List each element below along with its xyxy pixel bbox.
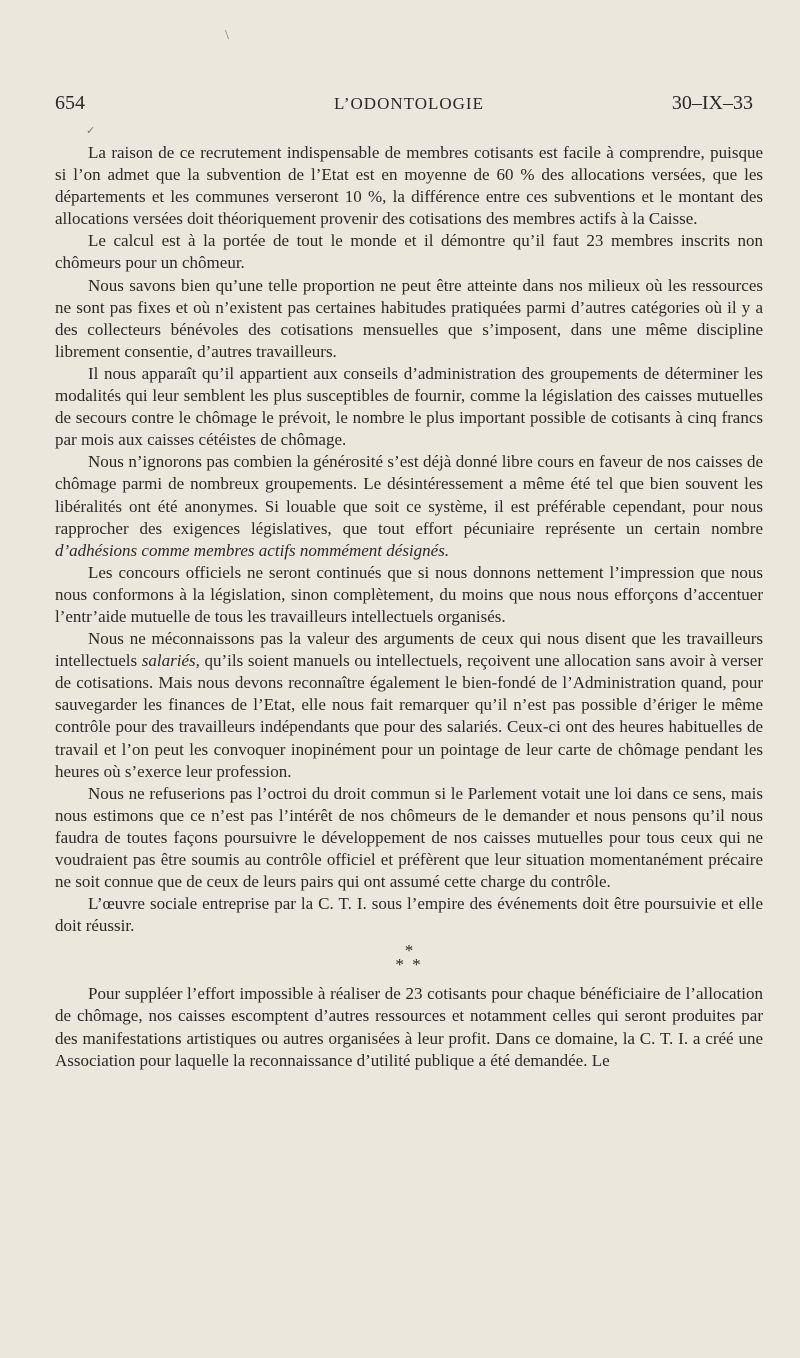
page-number: 654	[55, 92, 85, 114]
stray-mark-small: ✓	[86, 125, 96, 137]
paragraph: L’œuvre sociale entreprise par la C. T. I. sous l’empire des événements doit être poursuivie et elle doit réussir.	[55, 894, 763, 936]
italic-word: salariés,	[141, 651, 200, 671]
running-header	[55, 92, 763, 122]
paragraph: Nous savons bien qu’une telle proportion ne peut être atteinte dans nos milieux où les ressources ne sont pas fixes et où n’existent pas certaines habitudes pratiquées parmi d’autres catégories où il y a des collecteurs bénévoles des cotisations mensuelles que s’imposent, dans une même discipline librement consentie, d’autres travailleurs.	[55, 275, 763, 361]
journal-title: L’ODONTOLOGIE	[334, 94, 484, 113]
paragraph	[55, 628, 763, 783]
asterism-separator	[55, 941, 763, 979]
paragraph: Pour suppléer l’effort impossible à réaliser de 23 cotisants pour chaque bénéficiaire de l’allocation de chômage, nos caisses escomptent d’autres ressources et notamment celles qui seront produites par des manifestations artistiques ou autres organisées à leur profit. Dans ce domaine, la C. T. I. a créé une Association pour laquelle la reconnaissance d’utilité publique a été demandée. Le	[55, 984, 763, 1070]
article-body	[55, 142, 763, 1072]
issue-date: 30–IX–33	[671, 92, 753, 114]
paragraph: La raison de ce recrutement indispensable de membres cotisants est facile à comprendre, puisque si l’on admet que la subvention de l’Etat est en moyenne de 60 % des allocations versées, que les départements et les communes verseront 10 %, la différence entre ces subventions et le montant des allocations versées doit théoriquement provenir des cotisations des membres actifs à la Caisse.	[55, 143, 763, 229]
paragraph: Les concours officiels ne seront continués que si nous donnons nettement l’impression que nous nous conformons à la législation, sinon complètement, du moins que nous nous efforçons d’accentuer l’entr’aide mutuelle de tous les travailleurs intellectuels organisés.	[55, 562, 763, 626]
asterism-top: *	[404, 941, 414, 961]
asterism-bottom: * *	[395, 955, 423, 975]
paragraph-text: Nous n’ignorons pas combien la générosité s’est déjà donné libre cours en faveur de nos caisses de chômage parmi de nombreux groupements. Le désintéressement a même été tel que bien souvent les libéralités ont été anonymes. Si louable que soit ce système, il est préférable cependant, pour nous rapprocher des exigences législatives, que tout effort pécuniaire représente un certain nombre	[55, 452, 763, 538]
paragraph-text: Nous ne méconnaissons pas la valeur des arguments de ceux qui nous disent que les travailleurs intellectuels	[55, 629, 763, 671]
paragraph: Nous ne refuserions pas l’octroi du droit commun si le Parlement votait une loi dans ce sens, mais nous estimons que ce n’est pas l’intérêt de nos chômeurs de le demander et nous pensons qu’il nous faudra de toutes façons poursuivre le développement de nos caisses mutuelles pour tous ceux qui ne voudraient pas être soumis au contrôle officiel et préfèrent que leur situation momentanément précaire ne soit connue que de ceux de leurs pairs qui ont assumé cette charge du contrôle.	[55, 783, 763, 892]
paragraph: Il nous apparaît qu’il appartient aux conseils d’administration des groupements de déterminer les modalités qui leur semblent les plus susceptibles de fournir, comme la législation des caisses mutuelles de secours contre le chômage le prévoit, le nombre le plus important possible de cotisants à cinq francs par mois aux caisses cétéistes de chômage.	[55, 363, 763, 450]
stray-mark: \	[225, 28, 229, 43]
italic-phrase: d’adhésions comme membres actifs nommément désignés.	[55, 540, 450, 560]
paragraph: Le calcul est à la portée de tout le monde et il démontre qu’il faut 23 membres inscrits non chômeurs pour un chômeur.	[55, 231, 763, 273]
paragraph-text-continued: qu’ils soient manuels ou intellectuels, reçoivent une allocation sans avoir à verser de cotisations. Mais nous devons reconnaître également le bien-fondé de l’Administration quand, pour sauvegarder les finances de l’Etat, elle nous fait remarquer qu’il n’est pas possible d’ériger le même contrôle pour des travailleurs indépendants que pour des salariés. Ceux-ci ont des heures habituelles de travail et l’on peut les convoquer inopinément pour un pointage de leur carte de chômage pendant les heures où s’exerce leur profession.	[55, 651, 764, 781]
paragraph	[55, 451, 763, 561]
